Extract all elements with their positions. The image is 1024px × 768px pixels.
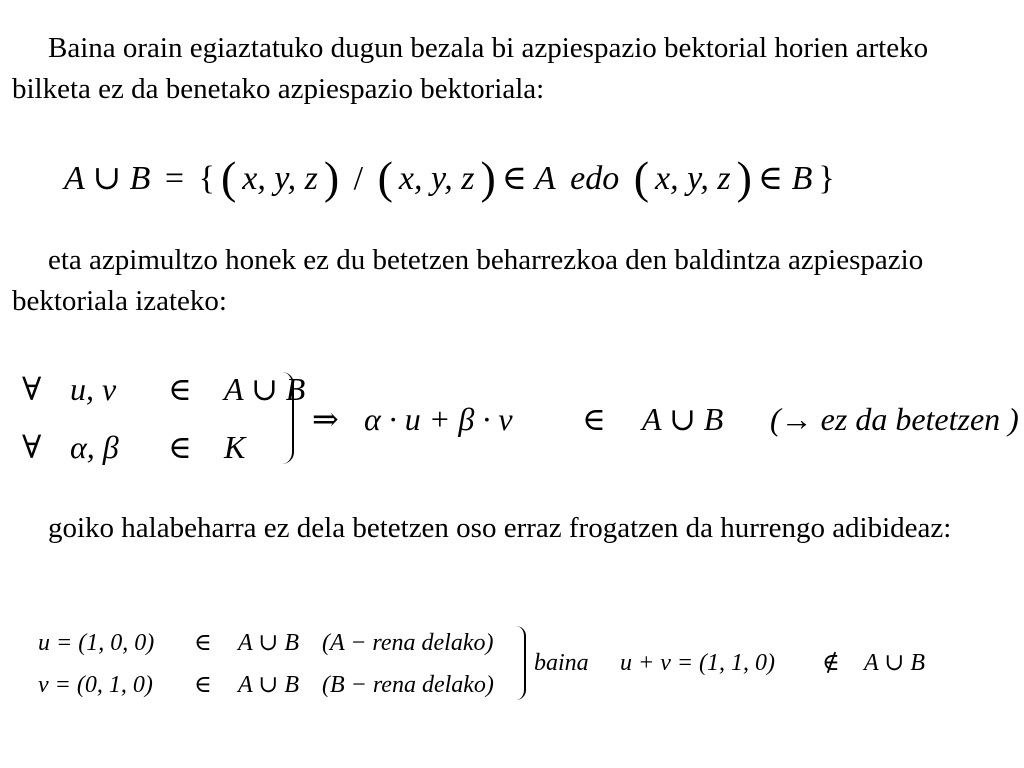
example-v-line	[38, 670, 494, 699]
u-element-of: ∈	[194, 630, 212, 656]
example-conclusion	[534, 648, 925, 677]
paren-close-2: )	[480, 152, 496, 203]
in-b: ∈ B	[757, 160, 813, 197]
condition-line-2	[22, 428, 245, 466]
implies-symbol: ⇒	[312, 401, 339, 437]
v-reason: (B − rena delako)	[322, 672, 494, 698]
vars-alpha-beta: α, β	[70, 429, 119, 465]
tuple-1: x, y, z	[242, 160, 318, 197]
union-lhs: A ∪ B	[64, 160, 151, 197]
in-a: ∈ A	[501, 160, 556, 197]
paragraph-intro-text: Baina orain egiaztatuko dugun bezala bi azpiespazio bektorial horien arteko bilketa ez da benetako azpiespazio bektoriala:	[12, 32, 929, 105]
condition-right-brace	[282, 372, 294, 464]
paragraph-intro	[12, 28, 1012, 110]
paragraph-condition	[12, 240, 1012, 322]
paragraph-example	[12, 508, 1012, 549]
v-definition: v = (0, 1, 0)	[38, 672, 153, 698]
paren-open-2: (	[377, 152, 393, 203]
vars-uv: u, v	[70, 371, 117, 407]
paren-open-3: (	[633, 152, 650, 203]
equals-sign: =	[164, 160, 185, 197]
close-brace: }	[818, 160, 835, 197]
v-element-of: ∈	[194, 672, 212, 698]
not-satisfied-note: (→ ez da betetzen )	[770, 401, 1019, 437]
paren-close-1: )	[323, 152, 340, 203]
example-right-brace	[516, 626, 526, 700]
sum-definition: u + v = (1, 1, 0)	[620, 650, 776, 676]
union-definition-equation	[64, 151, 841, 204]
set-a-union-b-2: A ∪ B	[642, 401, 724, 437]
not-element-of: ∉	[822, 650, 840, 676]
element-of-3: ∈	[582, 401, 606, 437]
v-set: A ∪ B	[238, 672, 299, 698]
paren-close-3: )	[736, 152, 752, 203]
u-reason: (A − rena delako)	[322, 630, 494, 656]
paragraph-condition-text: eta azpimultzo honek ez du betetzen beharrezkoa den baldintza azpiespazio bektoriala izateko:	[12, 244, 924, 317]
sum-set: A ∪ B	[864, 650, 925, 676]
linear-combination: α · u + β · v	[364, 401, 513, 437]
set-a-union-b-1: A ∪ B	[224, 371, 306, 407]
example-u-line	[38, 628, 493, 657]
condition-implication	[312, 400, 1019, 438]
u-set: A ∪ B	[238, 630, 299, 656]
edo-word: edo	[570, 160, 620, 197]
slash: /	[353, 160, 364, 197]
forall-symbol-1: ∀	[22, 371, 42, 407]
element-of-2: ∈	[168, 429, 192, 465]
condition-line-1	[22, 370, 305, 408]
paren-open-1: (	[220, 152, 237, 203]
element-of-1: ∈	[168, 371, 192, 407]
u-definition: u = (1, 0, 0)	[38, 630, 155, 656]
tuple-2: x, y, z	[398, 160, 475, 197]
paragraph-example-text: goiko halabeharra ez dela betetzen oso erraz frogatzen da hurrengo adibideaz:	[48, 512, 952, 544]
set-k: K	[224, 429, 246, 465]
open-brace: {	[198, 160, 215, 197]
forall-symbol-2: ∀	[22, 429, 42, 465]
baina-word: baina	[534, 650, 589, 676]
tuple-3: x, y, z	[655, 160, 731, 197]
